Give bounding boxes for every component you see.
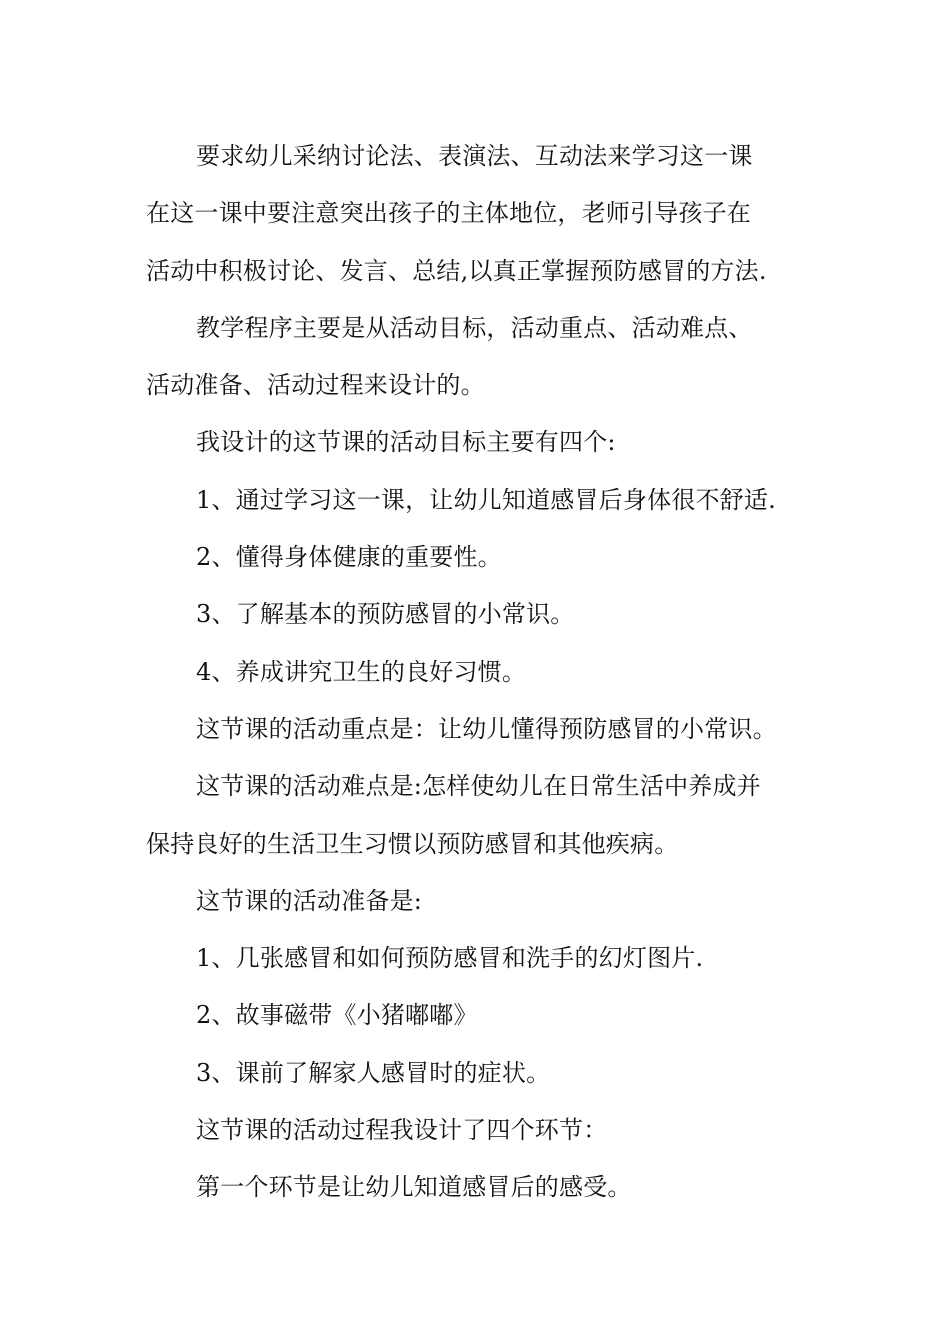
text-line: 我设计的这节课的活动目标主要有四个: (196, 428, 616, 457)
text-line: 3、课前了解家人感冒时的症状。 (196, 1058, 551, 1087)
paragraph-key-point (146, 701, 810, 758)
text-line: 这节课的活动准备是: (196, 886, 423, 915)
list-item-goal-3 (146, 586, 810, 643)
text-line: 1、几张感冒和如何预防感冒和洗手的幻灯图片. (196, 944, 704, 973)
text-line: 4、养成讲究卫生的良好习惯。 (196, 657, 527, 686)
paragraph-teaching-methods (146, 128, 810, 300)
list-item-preparation-2 (146, 987, 810, 1044)
text-line: 要求幼儿采纳讨论法、表演法、互动法来学习这一课 (196, 142, 753, 170)
paragraph-preparation-intro (146, 873, 810, 930)
list-item-goal-1 (146, 472, 810, 529)
text-line: 活动中积极讨论、发言、总结,以真正掌握预防感冒的方法. (146, 256, 767, 285)
paragraph-process-intro (146, 1102, 810, 1159)
paragraph-goals-intro (146, 414, 810, 471)
list-item-goal-4 (146, 644, 810, 701)
text-line: 1、通过学习这一课，让幼儿知道感冒后身体很不舒适. (196, 485, 776, 514)
text-line: 活动准备、活动过程来设计的。 (146, 371, 485, 400)
document-body (146, 128, 810, 1217)
paragraph-first-stage (146, 1159, 810, 1216)
text-line: 这节课的活动重点是：让幼儿懂得预防感冒的小常识。 (196, 714, 777, 743)
text-line: 第一个环节是让幼儿知道感冒后的感受。 (196, 1173, 632, 1202)
paragraph-difficulty (146, 758, 810, 873)
text-line: 这节课的活动过程我设计了四个环节： (196, 1116, 608, 1145)
list-item-preparation-3 (146, 1045, 810, 1102)
text-line: 教学程序主要是从活动目标，活动重点、活动难点、 (196, 313, 753, 342)
text-line: 2、故事磁带《小猪嘟嘟》 (196, 1001, 478, 1030)
text-line: 这节课的活动难点是:怎样使幼儿在日常生活中养成并 (196, 772, 761, 801)
list-item-preparation-1 (146, 930, 810, 987)
text-line: 在这一课中要注意突出孩子的主体地位，老师引导孩子在 (146, 199, 751, 228)
paragraph-teaching-procedure (146, 300, 810, 415)
list-item-goal-2 (146, 529, 810, 586)
text-line: 3、了解基本的预防感冒的小常识。 (196, 600, 575, 629)
text-line: 2、懂得身体健康的重要性。 (196, 543, 502, 572)
text-line: 保持良好的生活卫生习惯以预防感冒和其他疾病。 (146, 829, 679, 858)
